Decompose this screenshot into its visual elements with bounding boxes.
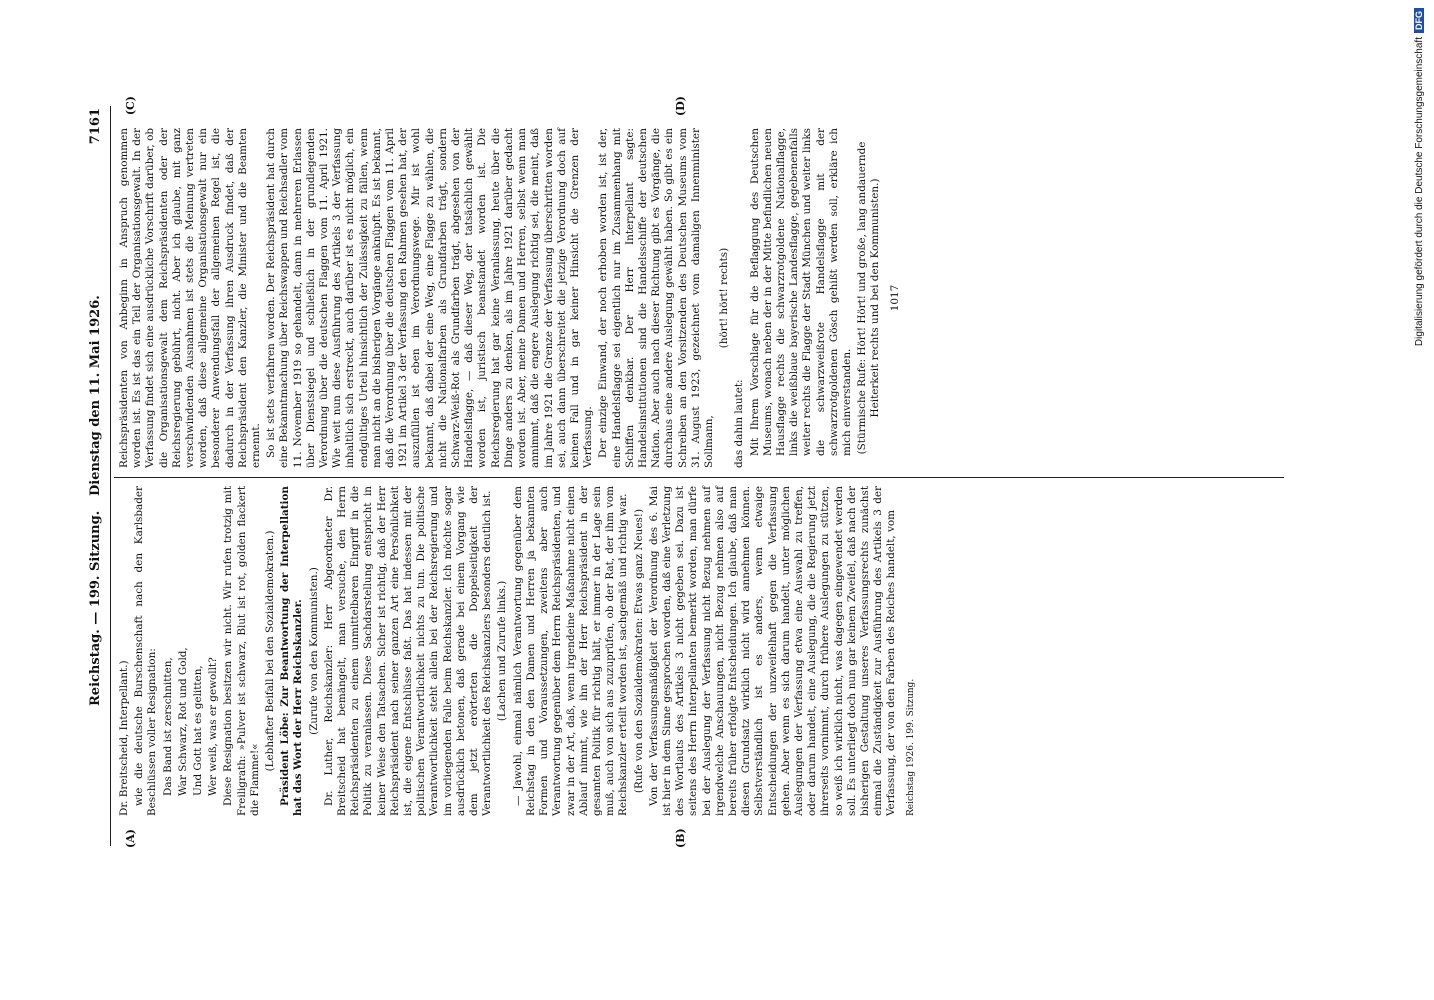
paragraph: Von der Verfassungsmäßigkeit der Verordnung des 6. Mai ist hier in dem Sinne gesprochen worden, daß eine Verletzung des Wortlauts des Artikels 3 nicht gegeben sei. Dazu ist seitens des Herrn Interpellanten bemerkt worden, man dürfe bei der Auslegung der Verfassung nicht Bezug nehmen auf irgendwelche Anschauungen, nicht Bezug nehmen also auf bereits früher erfolgte Entscheidungen. Ich glaube, daß man diesen Grundsatz wirklich nicht wird annehmen können. Selbstverständlich ist es anders, wenn etwaige Entscheidungen der unzweifelhaft gegen die Verfassung gehen. Aber wenn es sich darum handelt, unter möglichen Auslegungen der Verfassung etwa eine Auswahl zu treffen, oder darum handelt, eine Auslegung, die die Regierung jetzt ihrerseits vornimmt, durch frühere Auslegungen zu stützen, so weiß ich wirklich nicht, was dagegen eingewendet werden soll. Es unterliegt doch nun gar keinem Zweifel, daß nach der bisherigen Gestaltung unseres Verfassungsrechts zunächst einmal die Zuständigkeit zur Ausführung des Artikels 3 der Verfassung, der von den Farben des Reiches handelt, vom	[647, 486, 898, 816]
printed-page	[84, 96, 1314, 876]
paragraph: So ist stets verfahren worden. Der Reichspräsident hat durch eine Bekanntmachung über Reichswappen und Reichsadler vom 11. November 1919 so gehandelt, dann in mehreren Erlassen über Dienstsiegel und schließlich in der grundlegenden Verordnung über die deutschen Flaggen vom 11. April 1921. Wie weit nun diese Ausführung des Artikels 3 der Verfassung inhaltlich sich erstreckt, auch darüber ist es nicht möglich, ein endgültiges Urteil hinsichtlich der Zulässigkeit zu fällen, wenn man nicht an die bisherigen Vorgänge anknüpft. Es ist bekannt, daß die Verordnung über die deutschen Flaggen vom 11. April 1921 im Artikel 3 der Verfassung den Rahmen gesehen hat, der auszufüllen ist eben im Verordnungswege. Mir ist wohl bekannt, daß dabei der eine Weg, eine Flagge zu wählen, die nicht die Nationalfarben als Grundfarben trägt, sondern Schwarz-Weiß-Rot als Grundfarben trägt, abgesehen von der Handelsflagge, — daß dieser Weg, der tatsächlich gewählt worden ist, juristisch beanstandet worden ist. Die Reichsregierung hat gar keine Veranlassung, heute über die Dinge anders zu denken, als im Jahre 1921 darüber gedacht worden ist. Aber, meine Damen und Herren, selbst wenn man annimmt, daß die engere Auslegung richtig sei, die meint, daß im Jahre 1921 die Grenze der Verfassung überschritten worden sei, auch dann überschreitet die jetzige Verordnung doch auf keinen Fall und in gar keiner Hinsicht die Grenzen der Verfassung.	[265, 128, 595, 468]
paragraph: das dahin lautet:	[733, 379, 746, 468]
paragraph: Reichspräsidenten von Anbeginn in Anspruch genommen worden ist. Es ist das ein Teil der Organisationsgewalt. In der Verfassung findet sich eine ausdrückliche Vorschrift darüber, ob die Organisationsgewalt dem Reichspräsidenten oder der Reichsregierung gebührt, nicht. Aber ich glaube, mit ganz verschwindenden Ausnahmen ist stets die Meinung vertreten worden, daß diese allgemeine Organisationsgewalt nur ein besonderer Anwendungsfall der allgemeinen Regel ist, die dadurch in der Verfassung ihren Ausdruck findet, daß der Reichspräsident den Kanzler, die Minister und die Beamten ernennt.	[118, 128, 263, 468]
paragraph: Dr. Luther, Reichskanzler: Herr Abgeordneter Dr. Breitscheid hat bemängelt, man versuche, den Herrn Reichspräsidenten zu einem unmittelbaren Eingriff in die Politik zu veranlassen. Diese Sachdarstellung entspricht in keiner Weise den Tatsachen. Sicher ist richtig, daß der Herr Reichspräsident nach seiner ganzen Art eine Persönlichkeit ist, die eigene Entschlüsse faßt. Das hat indessen mit der politischen Verantwortlichkeit nichts zu tun. Die politische Verantwortlichkeit steht allein bei der Reichsregierung und im vorliegenden Falle beim Reichskanzler. Ich möchte sogar ausdrücklich betonen, daß gerade bei einem Vorgang wie dem jetzt erörterten die Doppelseitigkeit der Verantwortlichkeit des Reichskanzlers besonders deutlich ist.	[322, 486, 494, 816]
margin-letter-a: (A)	[124, 829, 137, 848]
margin-letter-d: (D)	[674, 96, 687, 116]
digitization-credit-text	[1414, 8, 1428, 998]
signature-number: 1017	[888, 284, 901, 312]
paragraph: Diese Resignation besitzen wir nicht. Wir rufen trotzig mit Freiligrath: »Pulver ist schwarz, Blut ist rot, golden flackert die Flamme!«	[222, 486, 261, 816]
paragraph: wie die deutsche Burschenschaft nach den Karlsbader Beschlüssen voller Resignation:	[133, 486, 159, 816]
speaker-line: Dr. Breitscheid, Interpellant.)	[118, 660, 130, 816]
header-center: Dienstag den 11. Mai 1926.	[88, 295, 103, 496]
quoted-letter: Mit Ihrem Vorschlage für die Beflaggung des Deutschen Museums, wonach neben der in der Mitte befindlichen neuen Hausflagge rechts die schwarzrotgoldene Nationalflagge, links die weißblaue bayerische Landesflagge, gegebenenfalls weiter rechts die Flagge der Stadt München und weiter links die schwarzweißrote Handelsflagge mit der schwarzrotgoldenen Gösch gehißt werden soll, erkläre ich mich einverstanden.	[748, 128, 853, 456]
page-footer: Reichstag 1926. 199. Sitzung.	[905, 678, 916, 816]
interjection: (Rufe von den Sozialdemokraten: Etwas ganz Neues!)	[632, 508, 645, 794]
credit-label: Digitalisierung gefördert durch die Deutsche Forschungsgemeinschaft	[1414, 37, 1425, 347]
interjection: (hört! hört! rechts)	[718, 247, 731, 349]
header-left: Reichstag. — 199. Sitzung.	[88, 510, 103, 706]
verse-line: Wer weiß, was er gewollt?	[207, 657, 220, 796]
interjection: (Zurufe von den Kommunisten.)	[307, 567, 320, 735]
dfg-logo: DFG	[1414, 8, 1424, 33]
margin-letter-b: (B)	[674, 828, 687, 848]
page-header	[88, 96, 110, 876]
printed-page-rotator	[84, 96, 1314, 876]
interjection: (Lachen und Zurufe links.)	[496, 580, 509, 722]
header-rule	[110, 106, 111, 846]
verse-line: Das Band ist zerschnitten,	[161, 657, 174, 796]
verse-line: War Schwarz, Rot und Gold,	[176, 647, 189, 796]
president-statement: Präsident Löbe: Zur Beantwortung der Interpellation hat das Wort der Herr Reichskanzler.	[279, 486, 305, 816]
interjection: (Stürmische Rufe: Hört! Hört! und große, lang andauernde Heiterkeit rechts und bei den Kommunisten.)	[856, 141, 882, 455]
digitization-credit	[1414, 8, 1428, 998]
margin-letter-c: (C)	[124, 96, 137, 116]
paragraph: — Jawohl, einmal nämlich Verantwortung gegenüber dem Reichstag in den den Damen und Herren ja bekannten Formen und Voraussetzungen, zweitens aber auch Verantwortung gegenüber dem Herrn Reichspräsidenten, und zwar in der Art, daß, wenn irgendeine Maßnahme nicht einen Ablauf nimmt, wie ihn der Herr Reichspräsident in der gesamten Politik für richtig hält, er immer in der Lage sein muß, auch von sich aus zuzuprüfen, ob der Rat, der ihm vom Reichskanzler erteilt worden ist, sachgemäß und richtig war.	[511, 486, 630, 816]
column-left	[118, 486, 1278, 816]
column-divider	[114, 477, 1284, 478]
paragraph: Der einzige Einwand, der noch erhoben worden ist, ist der, eine Handelsflagge sei eigentlich nur im Zusammenhang mit Schiffen denkbar. Der Herr Interpellant sagte: Handelsinstitutionen sind die Handelsschiffe der deutschen Nation. Aber auch nach dieser Richtung gibt es Vorgänge, die durchaus eine andere Auslegung gewählt haben. So gibt es ein Schreiben an den Vorsitzenden des Deutschen Museums vom 31. August 1923, gezeichnet vom damaligen Innenminister Sollmann,	[597, 128, 715, 468]
verse-line: Und Gott hat es gelitten,	[192, 665, 205, 796]
header-page-number: 7161	[88, 108, 103, 145]
interjection: (Lebhafter Beifall bei den Sozialdemokraten.)	[264, 530, 277, 772]
column-right	[118, 128, 1278, 468]
